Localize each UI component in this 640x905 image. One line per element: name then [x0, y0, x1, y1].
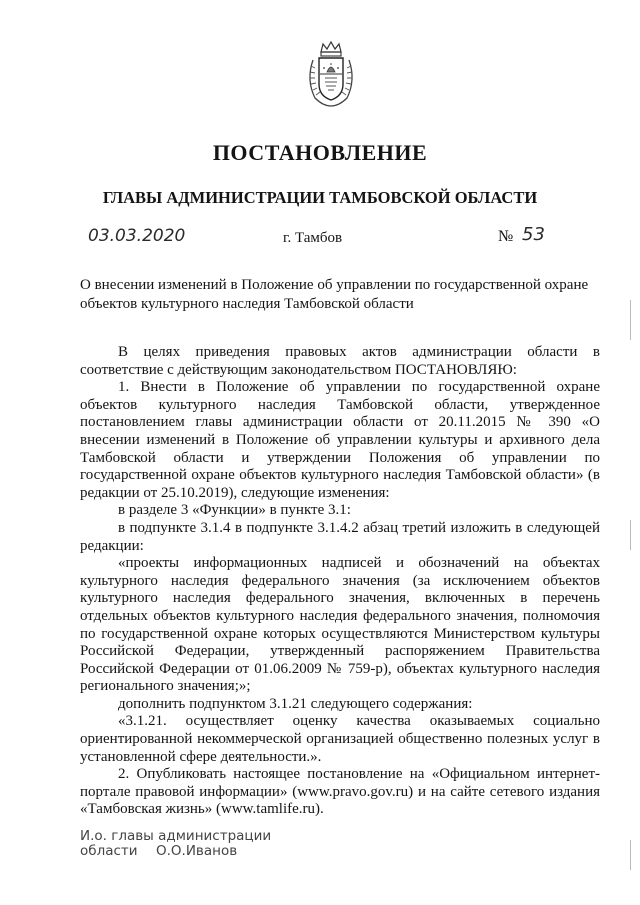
- signature-position: И.о. главы администрации: [80, 828, 272, 844]
- document-date: 03.03.2020: [88, 226, 186, 246]
- document-number-label: №: [498, 228, 514, 245]
- paragraph-add-subitem: дополнить подпунктом 3.1.21 следующего содержания:: [118, 695, 473, 712]
- paragraph-subitem-3-1-4: в подпункте 3.1.4 в подпункте 3.1.4.2 абзац третий изложить в следующей редакции:: [80, 519, 600, 554]
- document-title: ПОСТАНОВЛЕНИЕ: [212, 140, 428, 165]
- paragraph-item-1: 1. Внести в Положение об управлении по государственной охране объектов культурного наследия Тамбовской области, утвержденное постановлением главы администрации области от 20.11.2015 № 390 «О внесении изменений в Положение об управлении культуры и архивного дела Тамбовской области и утверждении Положения об управлении по государственной охране объектов культурного наследия Тамбовской области» (в редакции от 25.10.2019), следующие изменения:: [80, 379, 600, 501]
- signature-name: О.О.Иванов: [156, 843, 238, 859]
- scan-edge-mark: [630, 840, 631, 870]
- tambov-coat-of-arms-icon: [303, 40, 359, 108]
- signature-row: [80, 844, 271, 859]
- document-subject: О внесении изменений в Положение об управлении по государственной охране объектов культурного наследия Тамбовской области: [80, 277, 589, 312]
- scan-edge-mark: [630, 520, 631, 550]
- paragraph-preamble: В целях приведения правовых актов администрации области в соответствие с действующим законодательством ПОСТАНОВЛЯЮ:: [80, 344, 600, 378]
- paragraph-item-2: 2. Опубликовать настоящее постановление на «Официальном интернет-портале правовой информации» (www.pravo.gov.ru) и на сайте сетевого издания «Тамбовская жизнь» (www.tamlife.ru).: [80, 766, 600, 818]
- document-number: 53: [522, 224, 545, 245]
- signature-position-region: области: [80, 843, 138, 859]
- paragraph-section-3: в разделе 3 «Функции» в пункте 3.1:: [118, 502, 351, 519]
- scan-edge-mark: [630, 300, 631, 340]
- document-body: [80, 344, 600, 819]
- paragraph-subitem-3-1-21: «3.1.21. осуществляет оценку качества оказываемых социально ориентированной некоммерческой организацией общественно полезных услуг в установленной сфере деятельности.».: [80, 713, 600, 765]
- paragraph-quoted-text: «проекты информационных надписей и обозначений на объектах культурного наследия федерального значения (за исключением объектов культурного наследия федерального значения, включенных в перечень отдельных объектов культурного наследия федерального значения, полномочия по государственной охране которых осуществляются Министерством культуры Российской Федерации, утвержденный распоряжением Правительства Российской Федерации от 01.06.2009 № 759-р), объектах культурного наследия регионального значения;»;: [80, 555, 600, 695]
- document-city: г. Тамбов: [283, 230, 343, 246]
- signature-block: [80, 829, 271, 859]
- document-subtitle: ГЛАВЫ АДМИНИСТРАЦИИ ТАМБОВСКОЙ ОБЛАСТИ: [102, 188, 538, 207]
